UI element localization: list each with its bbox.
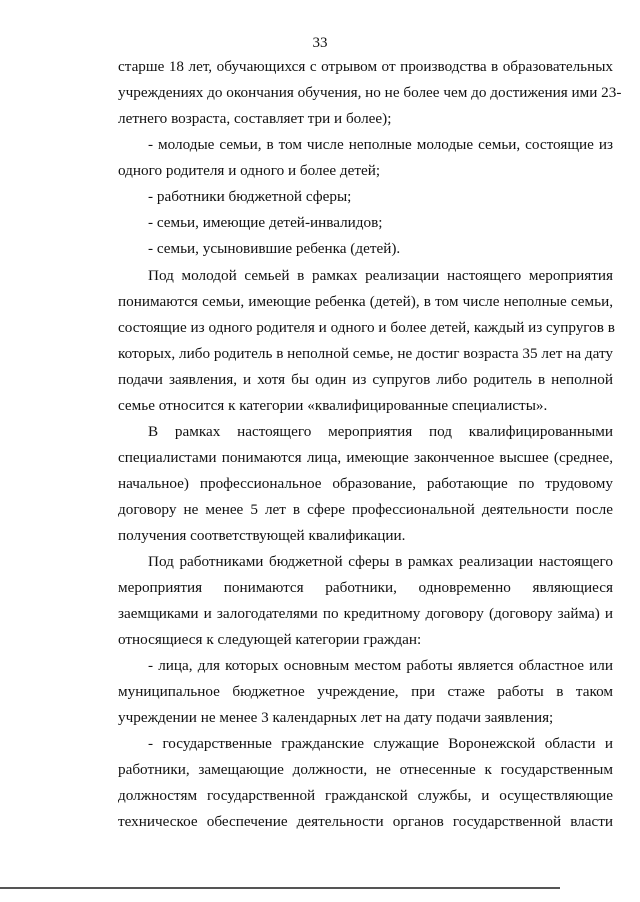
text-line: начальное) профессиональное образование, работающие по трудовому xyxy=(118,475,613,492)
list-item-line: - государственные гражданские служащие Воронежской области и xyxy=(148,735,613,752)
text-line: муниципальное бюджетное учреждение, при стаже работы в таком xyxy=(118,683,613,700)
text-line: учреждении не менее 3 календарных лет на дату подачи заявления; xyxy=(118,709,554,726)
footer-rule xyxy=(0,887,560,889)
text-line: летнего возраста, составляет три и более); xyxy=(118,110,392,127)
text-line: специалистами понимаются лица, имеющие законченное высшее (среднее, xyxy=(118,449,613,466)
text-line: семье относится к категории «квалифицированные специалисты». xyxy=(118,397,548,414)
list-item-line: - лица, для которых основным местом работы является областное или xyxy=(148,657,613,674)
text-line: подачи заявления, и хотя бы один из супругов либо родитель в неполной xyxy=(118,371,613,388)
text-line: техническое обеспечение деятельности органов государственной власти xyxy=(118,813,613,830)
text-line: работники, замещающие должности, не отнесенные к государственным xyxy=(118,761,613,778)
text-line: заемщиками и залогодателями по кредитному договору (договору займа) и xyxy=(118,605,613,622)
list-item-line: - семьи, усыновившие ребенка (детей). xyxy=(148,240,401,257)
text-line: должностям государственной гражданской службы, и осуществляющие xyxy=(118,787,613,804)
paragraph-line: Под работниками бюджетной сферы в рамках реализации настоящего xyxy=(148,553,613,570)
page-number: 33 xyxy=(312,35,328,51)
list-item-line: - работники бюджетной сферы; xyxy=(148,188,352,205)
list-item-line: - молодые семьи, в том числе неполные молодые семьи, состоящие из xyxy=(148,136,613,153)
list-item-line: - семьи, имеющие детей-инвалидов; xyxy=(148,214,383,231)
text-line: мероприятия понимаются работники, одновременно являющиеся xyxy=(118,579,613,596)
paragraph-line: В рамках настоящего мероприятия под квалифицированными xyxy=(148,423,613,440)
text-line: состоящие из одного родителя и одного и более детей, каждый из супругов в xyxy=(118,319,615,336)
text-line: которых, либо родитель в неполной семье, не достиг возраста 35 лет на дату xyxy=(118,345,613,362)
text-line: старше 18 лет, обучающихся с отрывом от производства в образовательных xyxy=(118,58,613,75)
text-line: относящиеся к следующей категории граждан: xyxy=(118,631,422,648)
text-line: договору не менее 5 лет в сфере профессиональной деятельности после xyxy=(118,501,613,518)
text-line: учреждениях до окончания обучения, но не более чем до достижения ими 23- xyxy=(118,84,622,101)
text-line: одного родителя и одного и более детей; xyxy=(118,162,381,179)
text-line: получения соответствующей квалификации. xyxy=(118,527,406,544)
paragraph-line: Под молодой семьей в рамках реализации настоящего мероприятия xyxy=(148,267,613,284)
text-line: понимаются семьи, имеющие ребенка (детей), в том числе неполные семьи, xyxy=(118,293,613,310)
